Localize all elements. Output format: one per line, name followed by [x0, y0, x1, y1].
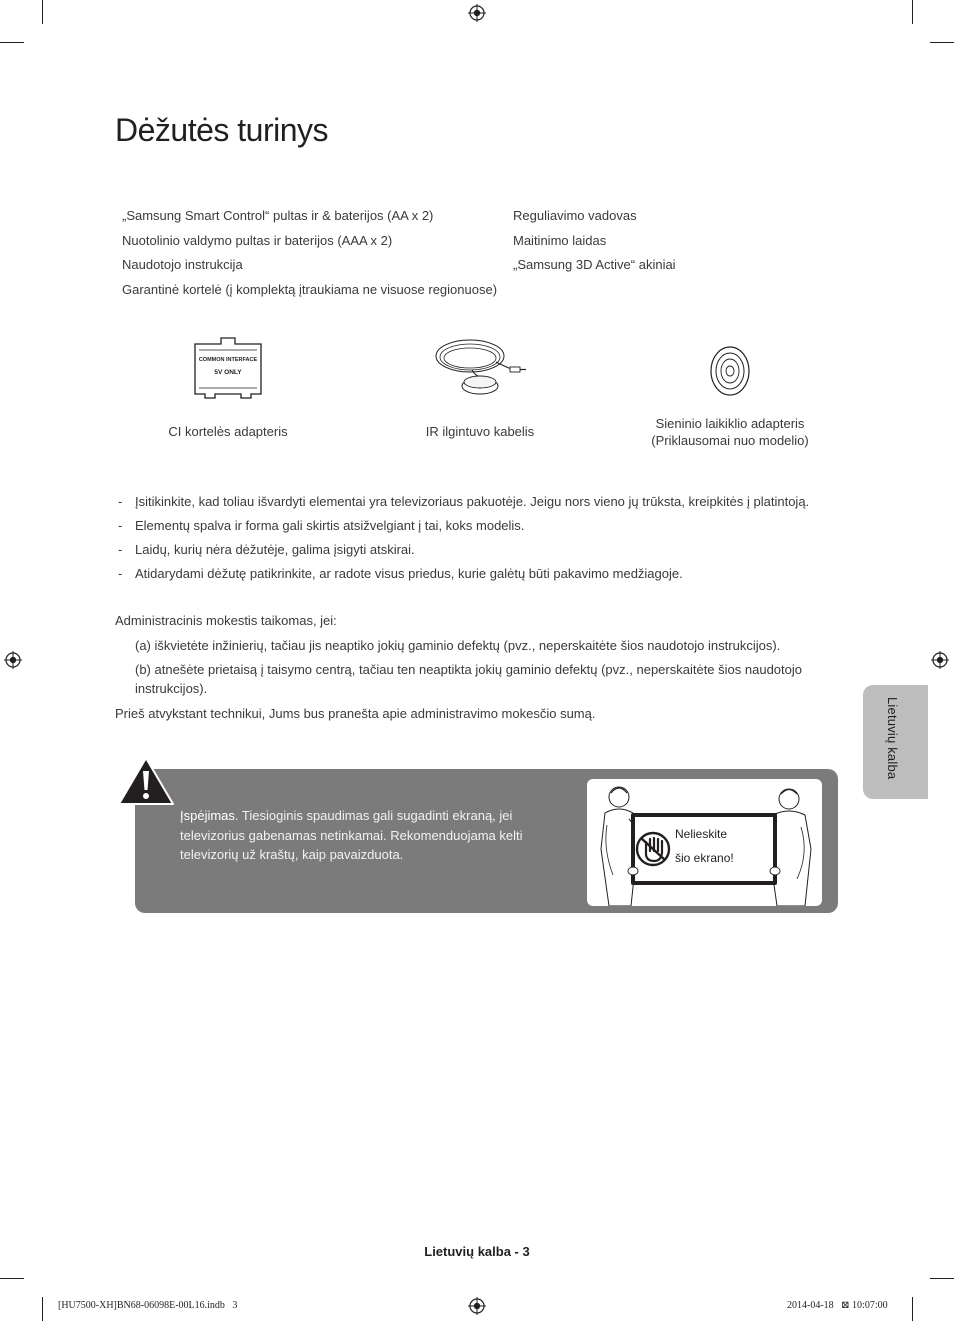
notes-list [118, 493, 809, 589]
admin-fee-outro: Prieš atvykstant technikui, Jums bus pranešta apie administravimo mokesčio sumą. [115, 706, 596, 721]
list-item: Reguliavimo vadovas [513, 208, 637, 223]
item-caption: IR ilgintuvo kabelis [425, 424, 535, 439]
crop-mark [930, 1278, 954, 1279]
warning-label: Įspėjimas [180, 808, 235, 823]
ci-card-label: COMMON INTERFACE [198, 357, 258, 363]
ir-extender-cable-illustration [432, 332, 528, 404]
registration-mark-icon [468, 4, 486, 22]
admin-fee-case-a: (a) iškvietėte inžinierių, tačiau jis neaptiko jokių gaminio defektų (pvz., neperskaitėte šios naudotojo instrukcijos). [135, 638, 781, 653]
list-item: - Laidų, kurių nėra dėžutėje, galima įsigyti atskirai. [118, 541, 809, 565]
warning-text [180, 806, 550, 865]
print-slug-right: 2014-04-18 ⊠ 10:07:00 [787, 1300, 888, 1311]
item-caption [610, 415, 850, 449]
tv-screen-text: Nelieskite [675, 827, 728, 841]
warning-icon [117, 756, 175, 806]
list-item: - Įsitikinkite, kad toliau išvardyti elementai yra televizoriaus pakuotėje. Jeigu nors vieno jų trūksta, kreipkitės į platintoją. [118, 493, 809, 517]
registration-mark-icon [468, 1297, 486, 1315]
list-item: - Elementų spalva ir forma gali skirtis atsižvelgiant į tai, koks modelis. [118, 517, 809, 541]
list-item: Nuotolinio valdymo pultas ir baterijos (AAA x 2) [122, 232, 393, 248]
list-item: „Samsung Smart Control“ pultas ir & baterijos (AA x 2) [122, 208, 434, 223]
contents-list-right [513, 207, 676, 281]
admin-fee-intro: Administracinis mokestis taikomas, jei: [115, 613, 337, 628]
contents-list-left [122, 207, 497, 306]
registration-mark-icon [4, 651, 22, 669]
list-item: „Samsung 3D Active“ akiniai [513, 257, 676, 273]
crop-mark [0, 42, 24, 43]
ci-card-adapter-illustration [193, 336, 263, 400]
list-item: Garantinė kortelė (į komplektą įtraukiama ne visuose regionuose) [122, 282, 498, 298]
page-footer: Lietuvių kalba - 3 [424, 1244, 530, 1259]
admin-fee-case-b: (b) atnešėte prietaisą į taisymo centrą, tačiau ten neaptikta jokių gaminio defektų (pvz., neperskaitėte šios naudotojo [135, 662, 802, 677]
item-caption-line: (Priklausomai nuo modelio) [651, 433, 809, 448]
warning-line: televizorius gabenamas netinkamai. Rekomenduojama kelti [180, 827, 523, 843]
warning-line: televizorių už kraštų, kaip pavaizduota. [180, 847, 404, 862]
crop-mark [930, 42, 954, 43]
list-item: - Atidarydami dėžutę patikrinkite, ar radote visus priedus, kurie galėtų būti pakavimo medžiagoje. [118, 565, 809, 589]
tv-screen-text: šio ekrano! [675, 851, 734, 865]
list-item: Maitinimo laidas [513, 232, 607, 248]
crop-mark [0, 1278, 24, 1279]
page-title: Dėžutės turinys [115, 112, 329, 148]
crop-mark [912, 0, 913, 24]
ci-card-label: 5V ONLY [214, 369, 242, 376]
crop-mark [42, 0, 43, 24]
language-side-tab [863, 685, 928, 799]
crop-mark [912, 1297, 913, 1321]
language-side-tab-label: Lietuvių kalba [885, 697, 900, 780]
print-slug-left: [HU7500-XH]BN68-06098E-00L16.indb 3 [58, 1300, 238, 1311]
crop-mark [42, 1297, 43, 1321]
item-caption-line: Sieninio laikiklio adapteris [655, 416, 805, 431]
registration-mark-icon [931, 651, 949, 669]
list-item: Naudotojo instrukcija [122, 257, 243, 273]
item-caption: CI kortelės adapteris [168, 424, 288, 439]
wall-mount-adapter-illustration [709, 345, 751, 397]
tv-handling-illustration [587, 779, 822, 906]
admin-fee-case-b-cont: instrukcijos). [135, 681, 208, 696]
warning-line: Įspėjimas. Tiesioginis spaudimas gali sugadinti ekraną, jei [180, 808, 513, 823]
